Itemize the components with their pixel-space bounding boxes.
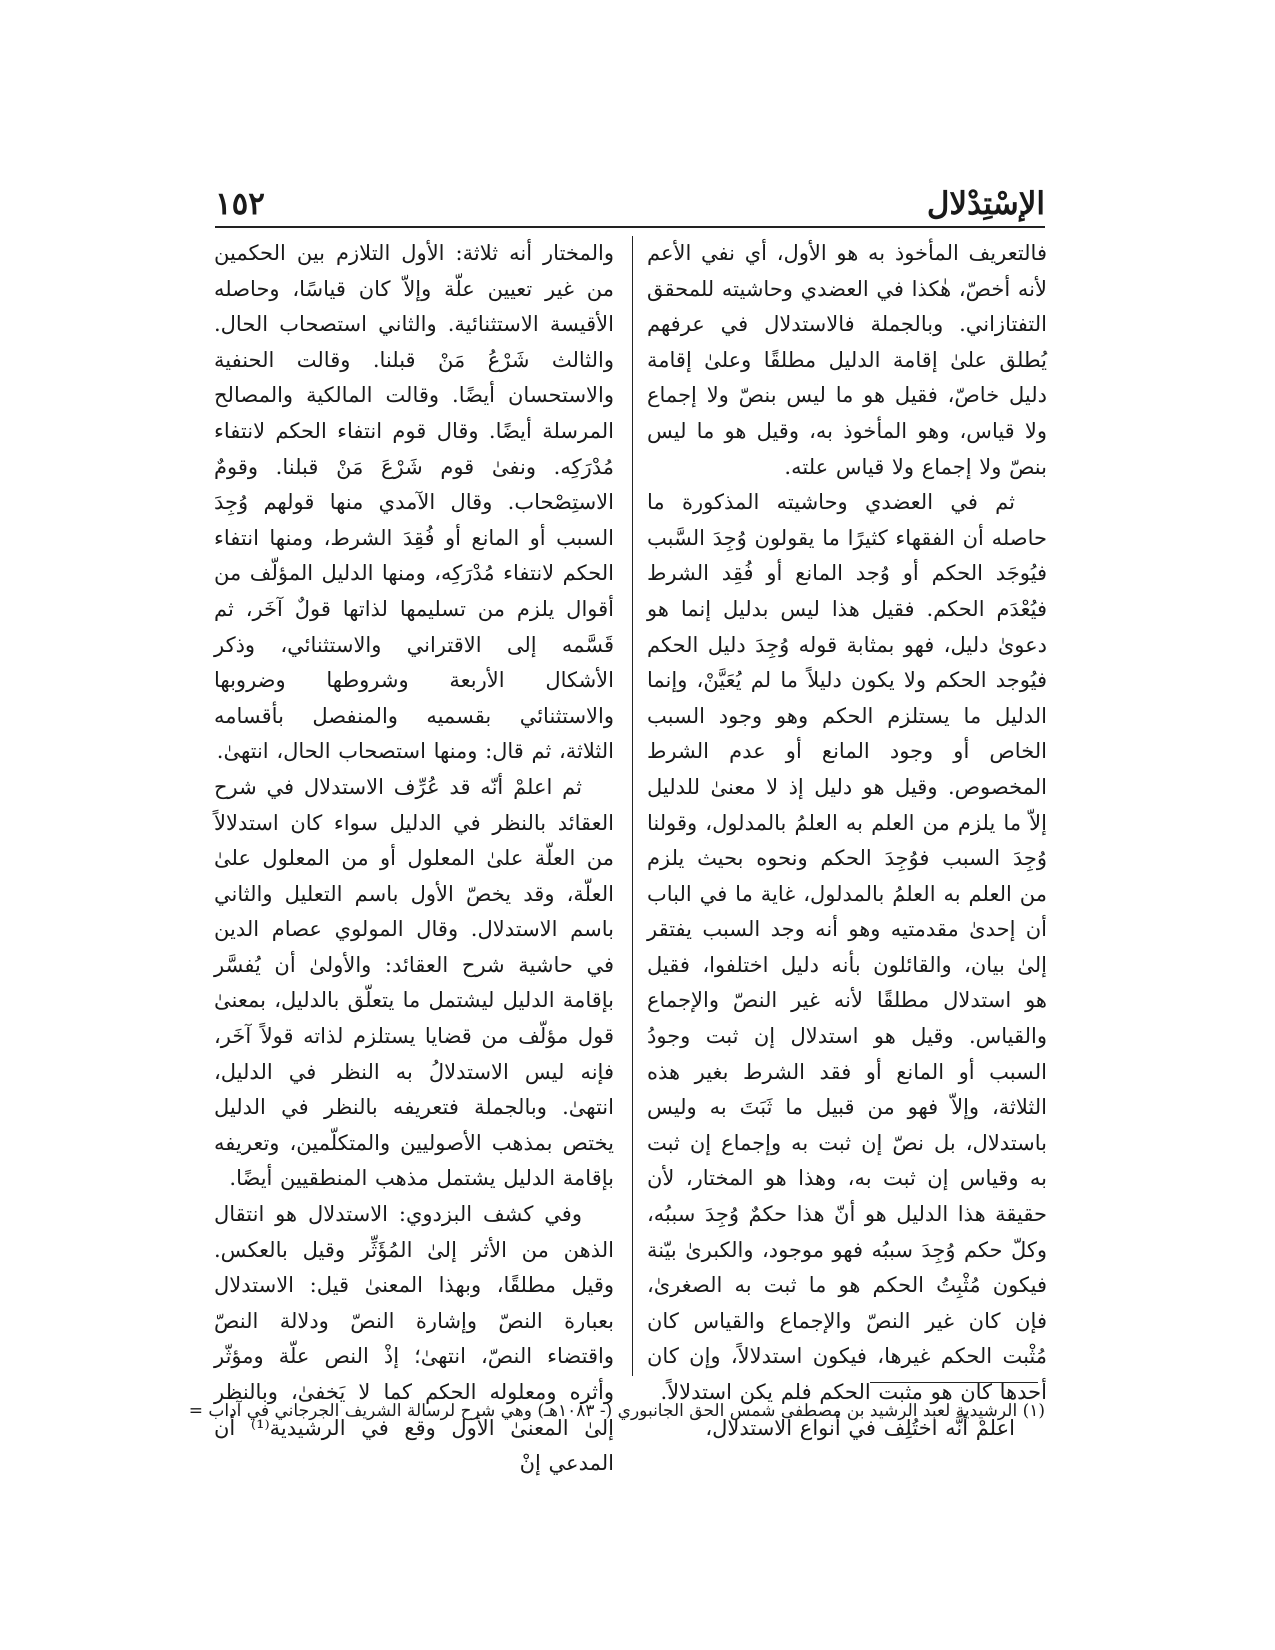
- right-paragraph-1: فالتعريف المأخوذ به هو الأول، أي نفي الأعم لأنه أخصّ، هٰكذا في العضدي وحاشيته للمحقق التفتازاني. وبالجملة فالاستدلال في عرفهم يُطلق علىٰ إقامة الدليل مطلقًا وعلىٰ إقامة دليل خاصّ، فقيل هو ما ليس بنصّ ولا إجماع ولا قياس، وهو المأخوذ به، وقيل هو ما ليس بنصّ ولا إجماع ولا قياس علته.: [647, 241, 1047, 479]
- right-paragraph-3: اعلمْ أنَّه اختُلِف في أنواع الاستدلال،: [705, 1415, 1015, 1440]
- header-rule: [215, 226, 1045, 228]
- running-title: الإسْتِدْلال: [926, 186, 1045, 222]
- right-paragraph-2: ثم في العضدي وحاشيته المذكورة ما حاصله أن الفقهاء كثيرًا ما يقولون وُجِدَ السَّبب فيُوجَد الحكم أو وُجد المانع أو فُقِد الشرط فيُعْدَم الحكم. فقيل هذا ليس بدليل إنما هو دعوىٰ دليل، فهو بمثابة قوله وُجِدَ دليل الحكم فيُوجد الحكم ولا يكون دليلاً ما لم يُعَيَّنْ، وإنما الدليل ما يستلزم الحكم وهو وجود السبب الخاص أو وجود المانع أو عدم الشرط المخصوص. وقيل هو دليل إذ لا معنىٰ للدليل إلاّ ما يلزم من العلم به العلمُ بالمدلول، وقولنا وُجِدَ السبب فوُجِدَ الحكم ونحوه بحيث يلزم من العلم به العلمُ بالمدلول، غاية ما في الباب أن إحدىٰ مقدمتيه وهو أنه وجد السبب يفتقر إلىٰ بيان، والقائلون بأنه دليل اختلفوا، فقيل هو استدلال مطلقًا لأنه غير النصّ والإجماع والقياس. وقيل هو استدلال إن ثبت وجودُ السبب أو المانع أو فقد الشرط بغير هذه الثلاثة، وإلاّ فهو من قبيل ما ثَبَتَ به وليس باستدلال، بل نصّ إن ثبت به وإجماع إن ثبت به وقياس إن ثبت به، وهذا هو المختار، لأن حقيقة هذا الدليل هو أنّ هذا حكمٌ وُجِدَ سببُه، وكلّ حكم وُجِدَ سببُه فهو موجود، والكبرىٰ بيّنة فيكون مُثْبِتُ الحكم هو ما ثبت به الصغرىٰ، فإن كان غير النصّ والإجماع والقياس كان مُثْبت الحكم غيرها، فيكون استدلالاً، وإن كان أحدها كان هو مثبت الحكم فلم يكن استدلالاً.: [647, 490, 1047, 1404]
- column-divider: [632, 236, 633, 1376]
- left-paragraph-1: والمختار أنه ثلاثة: الأول التلازم بين الحكمين من غير تعيين علّة وإلاّ كان قياسًا، وحاصله الأقيسة الاستثنائية. والثاني استصحاب الحال. والثالث شَرْعُ مَنْ قبلنا. وقالت الحنفية والاستحسان أيضًا. وقالت المالكية والمصالح المرسلة أيضًا. وقال قوم انتفاء الحكم لانتفاء مُدْرَكِه. ونفىٰ قوم شَرْعَ مَنْ قبلنا. وقومٌ الاستِصْحاب. وقال الآمدي منها قولهم وُجِدَ السبب أو المانع أو فُقِدَ الشرط، ومنها انتفاء الحكم لانتفاء مُدْرَكِه، ومنها الدليل المؤلّف من أقوال يلزم من تسليمها لذاتها قولٌ آخَر، ثم قَسَّمه إلى الاقتراني والاستثنائي، وذكر الأشكال الأربعة وشروطها وضروبها والاستثنائي بقسميه والمنفصل بأقسامه الثلاثة، ثم قال: ومنها استصحاب الحال، انتهىٰ.: [214, 241, 614, 764]
- footnote: (١) الرشيدية لعبد الرشيد بن مصطفى شمس الحق الجانبوري (- ١٠٨٣هـ) وهي شرح لرسالة الشريف الجرجاني في آداب =: [188, 1401, 1045, 1421]
- left-column: [214, 236, 614, 1482]
- footnote-rule: [870, 1382, 1038, 1383]
- page-number: ١٥٢: [215, 186, 265, 222]
- left-paragraph-2: ثم اعلمْ أنّه قد عُرِّف الاستدلال في شرح العقائد بالنظر في الدليل سواء كان استدلالاً من العلّة علىٰ المعلول أو من المعلول علىٰ العلّة، وقد يخصّ الأول باسم التعليل والثاني باسم الاستدلال. وقال المولوي عصام الدين في حاشية شرح العقائد: والأولىٰ أن يُفسَّر بإقامة الدليل ليشتمل ما يتعلّق بالدليل، بمعنىٰ قول مؤلّف من قضايا يستلزم لذاته قولاً آخَر، فإنه ليس الاستدلالُ به النظر في الدليل، انتهىٰ. وبالجملة فتعريفه بالنظر في الدليل يختص بمذهب الأصوليين والمتكلّمين، وتعريفه بإقامة الدليل يشتمل مذهب المنطقيين أيضًا.: [214, 774, 614, 1191]
- left-paragraph-3: وفي كشف البزدوي: الاستدلال هو انتقال الذهن من الأثر إلىٰ المُؤَثِّر وقيل بالعكس. وقيل مطلقًا، وبهذا المعنىٰ قيل: الاستدلال بعبارة النصّ وإشارة النصّ ودلالة النصّ واقتضاء النصّ، انتهىٰ؛ إذْ النص علّة ومؤثّر وأثره ومعلوله الحكم كما لا يَخفىٰ، وبالنظر إلىٰ المعنىٰ الأول وقع في الرشيدية⁽¹⁾ أن المدعي إنْ: [214, 1202, 614, 1476]
- page-header: [215, 182, 1045, 226]
- right-column: [647, 236, 1047, 1446]
